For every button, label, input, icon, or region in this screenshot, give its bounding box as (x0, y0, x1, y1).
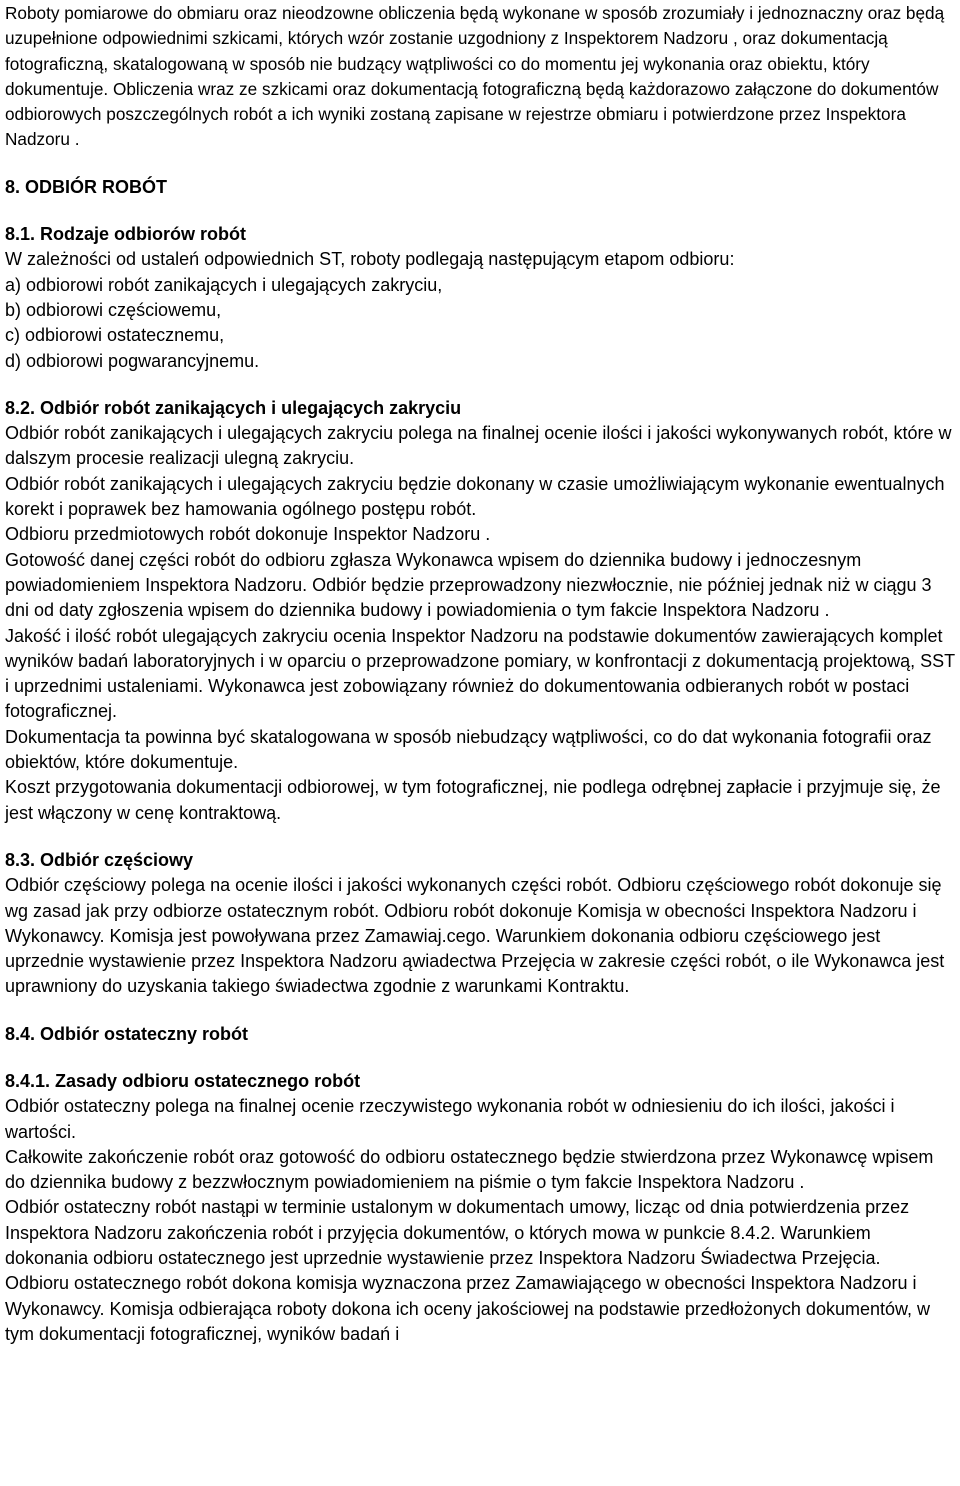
section-8-1-lead: W zależności od ustaleń odpowiednich ST, roboty podlegają następującym etapom odbioru: (5, 249, 735, 270)
section-8-2-paragraph: Odbiór robót zanikających i ulegających zakryciu polega na finalnej ocenie ilości i jakości wykonywanych robót, które w dalszym procesie realizacji ulegną zakryciu. (5, 423, 952, 469)
section-8-4-1-paragraph: Odbioru ostatecznego robót dokona komisja wyznaczona przez Zamawiającego w obecności Inspektora Nadzoru i Wykonawcy. Komisja odbierająca roboty dokona ich oceny jakościowej na podstawie przedłożonych dokumentów, w tym dokumentacji fotograficznej, wyników badań i (5, 1273, 930, 1344)
section-8-4-1-paragraph: Całkowite zakończenie robót oraz gotowość do odbioru ostatecznego będzie stwierdzona przez Wykonawcę wpisem do dziennika budowy z bezzwłocznym powiadomieniem na piśmie o tym fakcie Inspektora Nadzoru . (5, 1146, 934, 1193)
section-8-4 (5, 1022, 955, 1047)
section-8-2-paragraph: Jakość i ilość robót ulegających zakryciu ocenia Inspektor Nadzoru na podstawie dokumentów zawierających komplet wyników badań laboratoryjnych i w oparciu o przeprowadzone pomiary, w konfrontacji z dokumentacją projektową, SST i uprzednimi ustaleniami. Wykonawca jest zobowiązany również do dokumentowania odbieranych robót w postaci fotograficznej. (5, 625, 955, 722)
section-8-4-1-paragraph: Odbiór ostateczny polega na finalnej ocenie rzeczywistego wykonania robót w odniesieniu do ich ilości, jakości i wartości. (5, 1096, 895, 1142)
section-8-2-paragraph: Odbioru przedmiotowych robót dokonuje Inspektor Nadzoru . (5, 524, 491, 545)
section-8-4-1-title: 8.4.1. Zasady odbioru ostatecznego robót (5, 1070, 361, 1091)
section-8-4-1-paragraph: Odbiór ostateczny robót nastąpi w terminie ustalonym w dokumentach umowy, licząc od dnia potwierdzenia przez Inspektora Nadzoru zakończenia robót i przyjęcia dokumentów, o których mowa w punkcie 8.4.2. Warunkiem dokonania odbioru ostatecznego jest uprzednie wystawienie przez Inspektora Nadzoru Świadectwa Przejęcia. (5, 1197, 910, 1269)
list-item: c) odbiorowi ostatecznemu, (5, 325, 225, 346)
section-8-2-paragraph: Dokumentacja ta powinna być skatalogowana w sposób niebudzący wątpliwości, co do dat wykonania fotografii oraz obiektów, które dokumentuje. (5, 726, 932, 773)
list-item: d) odbiorowi pogwarancyjnemu. (5, 350, 260, 371)
section-8-1-title: 8.1. Rodzaje odbiorów robót (5, 224, 247, 245)
section-8-2-paragraph: Gotowość danej części robót do odbioru zgłasza Wykonawca wpisem do dziennika budowy i jednoczesnym powiadomieniem Inspektora Nadzoru. Odbiór będzie przeprowadzony niezwłocznie, nie później jednak niż w ciągu 3 dni od daty zgłoszenia wpisem do dziennika budowy i powiadomienia o tym fakcie Inspektora Nadzoru . (5, 549, 932, 621)
section-8-4-1 (5, 1069, 955, 1347)
intro-section (5, 1, 955, 153)
section-8-2-paragraph: Odbiór robót zanikających i ulegających zakryciu będzie dokonany w czasie umożliwiającym wykonanie ewentualnych korekt i poprawek bez hamowania ogólnego postępu robót. (5, 473, 945, 520)
odbior-types-list (5, 273, 955, 374)
section-8-2-paragraph: Koszt przygotowania dokumentacji odbiorowej, w tym fotograficznej, nie podlega odrębnej zapłacie i przyjmuje się, że jest włączony w cenę kontraktową. (5, 777, 941, 823)
section-8-2-title: 8.2. Odbiór robót zanikających i ulegających zakryciu (5, 397, 462, 418)
list-item: a) odbiorowi robót zanikających i ulegających zakryciu, (5, 274, 443, 295)
list-item: b) odbiorowi częściowemu, (5, 299, 222, 320)
intro-paragraph: Roboty pomiarowe do obmiaru oraz nieodzowne obliczenia będą wykonane w sposób zrozumiały i jednoznaczny oraz będą uzupełnione odpowiednimi szkicami, których wzór zostanie uzgodniony z Inspektorem Nadzoru , oraz dokumentacją fotograficzną, skatalogowaną w sposób nie budzący wątpliwości co do momentu jej wykonania oraz obiektu, który dokumentuje. Obliczenia wraz ze szkicami oraz dokumentacją fotograficzną będą każdorazowo załączone do dokumentów odbiorowych poszczególnych robót a ich wyniki zostaną zapisane w rejestrze obmiaru i potwierdzone przez Inspektora Nadzoru . (5, 3, 945, 150)
section-8-1 (5, 222, 955, 374)
section-8-3-title: 8.3. Odbiór częściowy (5, 849, 194, 870)
section-8-3-paragraph: Odbiór częściowy polega na ocenie ilości i jakości wykonanych części robót. Odbioru częściowego robót dokonuje się wg zasad jak przy odbiorze ostatecznym robót. Odbioru robót dokonuje Komisja w obecności Inspektora Nadzoru i Wykonawcy. Komisja jest powoływana przez Zamawiaj.cego. Warunkiem dokonania odbioru częściowego jest uprzednie wystawienie przez Inspektora Nadzoru ąwiadectwa Przejęcia w zakresie części robót, o ile Wykonawca jest uprawniony do uzyskania takiego świadectwa zgodnie z warunkami Kontraktu. (5, 875, 945, 997)
section-8-4-title: 8.4. Odbiór ostateczny robót (5, 1023, 249, 1044)
section-8-2 (5, 396, 955, 826)
section-8-title: 8. ODBIÓR ROBÓT (5, 176, 168, 197)
section-8-3 (5, 848, 955, 1000)
section-8 (5, 175, 955, 200)
